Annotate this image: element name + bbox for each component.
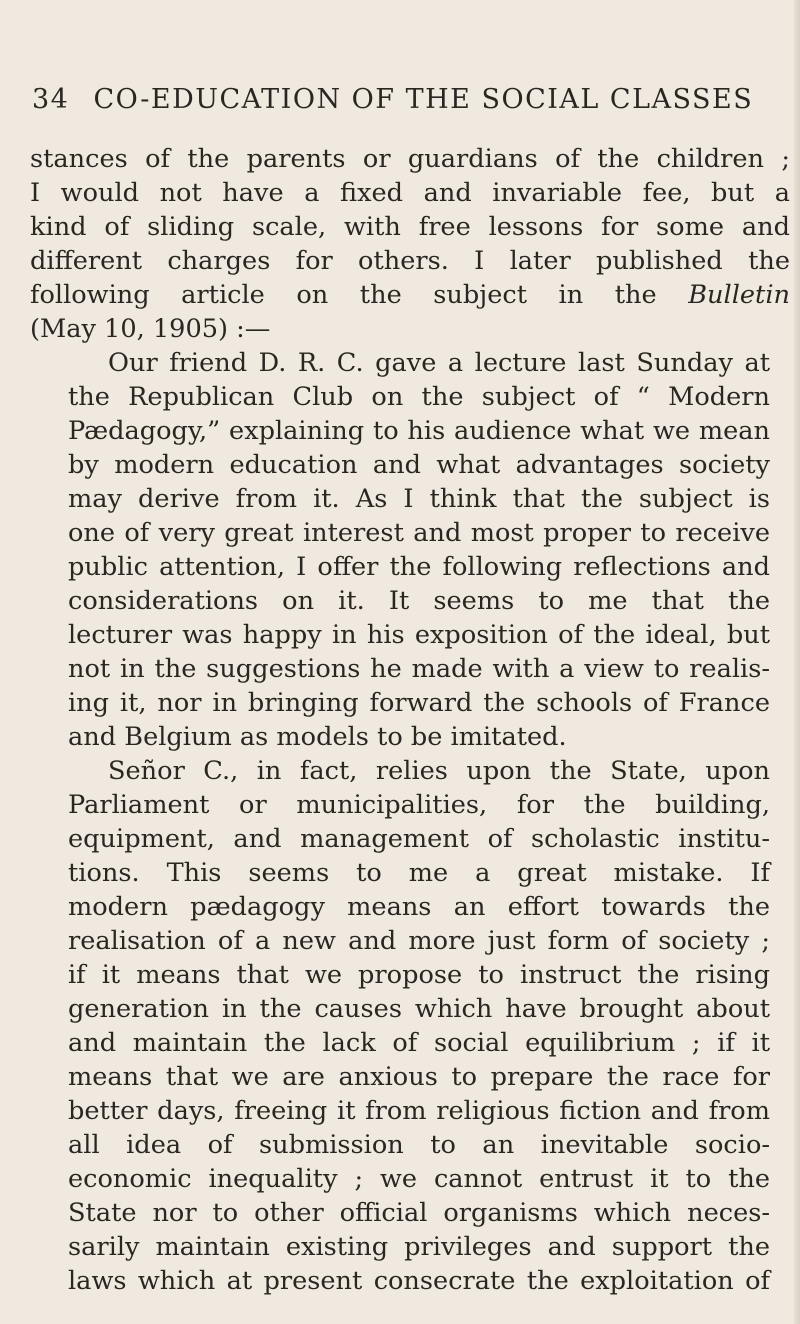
text-line: stances of the parents or guardians of the children ; xyxy=(30,144,790,174)
quote-line: one of very great interest and most proper to receive xyxy=(68,518,770,548)
quote-line: public attention, I offer the following reflections and xyxy=(68,552,770,582)
page-header xyxy=(32,84,792,115)
quote-line: by modern education and what advantages society xyxy=(68,450,770,480)
text-line: (May 10, 1905) :— xyxy=(30,314,271,344)
quote-line: economic inequality ; we cannot entrust it to the xyxy=(68,1164,770,1194)
quote-line: modern pædagogy means an effort towards the xyxy=(68,892,770,922)
quote-line: Our friend D. R. C. gave a lecture last Sunday at xyxy=(108,348,770,378)
quote-line: tions. This seems to me a great mistake. If xyxy=(68,858,770,888)
quote-line: if it means that we propose to instruct the rising xyxy=(68,960,770,990)
quote-line: considerations on it. It seems to me that the xyxy=(68,586,770,616)
quote-line: ing it, nor in bringing forward the schools of France xyxy=(68,688,770,718)
quote-line: and Belgium as models to be imitated. xyxy=(68,722,567,752)
quote-line: lecturer was happy in his exposition of the ideal, but xyxy=(68,620,770,650)
quote-line: better days, freeing it from religious fiction and from xyxy=(68,1096,770,1126)
text-line: I would not have a fixed and invariable fee, but a xyxy=(30,178,790,208)
quote-line: means that we are anxious to prepare the race for xyxy=(68,1062,770,1092)
quote-line: sarily maintain existing privileges and support the xyxy=(68,1232,770,1262)
quote-line: the Republican Club on the subject of “ Modern xyxy=(68,382,770,412)
text-line: different charges for others. I later published the xyxy=(30,246,790,276)
quote-line: all idea of submission to an inevitable socio- xyxy=(68,1130,770,1160)
quote-line: State nor to other official organisms which neces- xyxy=(68,1198,770,1228)
quote-line: laws which at present consecrate the exploitation of xyxy=(68,1266,770,1296)
quote-line: Pædagogy,” explaining to his audience what we mean xyxy=(68,416,770,446)
running-title: CO-EDUCATION OF THE SOCIAL CLASSES xyxy=(93,84,754,115)
quote-line: not in the suggestions he made with a view to realis- xyxy=(68,654,770,684)
italic-title: Bulletin xyxy=(688,280,790,310)
quote-line: equipment, and management of scholastic institu- xyxy=(68,824,770,854)
page-number: 34 xyxy=(32,84,70,115)
quote-line: Parliament or municipalities, for the building, xyxy=(68,790,770,820)
text-line: following article on the subject in the Bulletin xyxy=(30,280,790,310)
text-line: kind of sliding scale, with free lessons for some and xyxy=(30,212,790,242)
quote-line: and maintain the lack of social equilibrium ; if it xyxy=(68,1028,770,1058)
quote-line: Señor C., in fact, relies upon the State, upon xyxy=(108,756,770,786)
page-edge-shadow xyxy=(794,0,800,1324)
quote-line: may derive from it. As I think that the subject is xyxy=(68,484,770,514)
quote-line: realisation of a new and more just form of society ; xyxy=(68,926,770,956)
quote-line: generation in the causes which have brought about xyxy=(68,994,770,1024)
